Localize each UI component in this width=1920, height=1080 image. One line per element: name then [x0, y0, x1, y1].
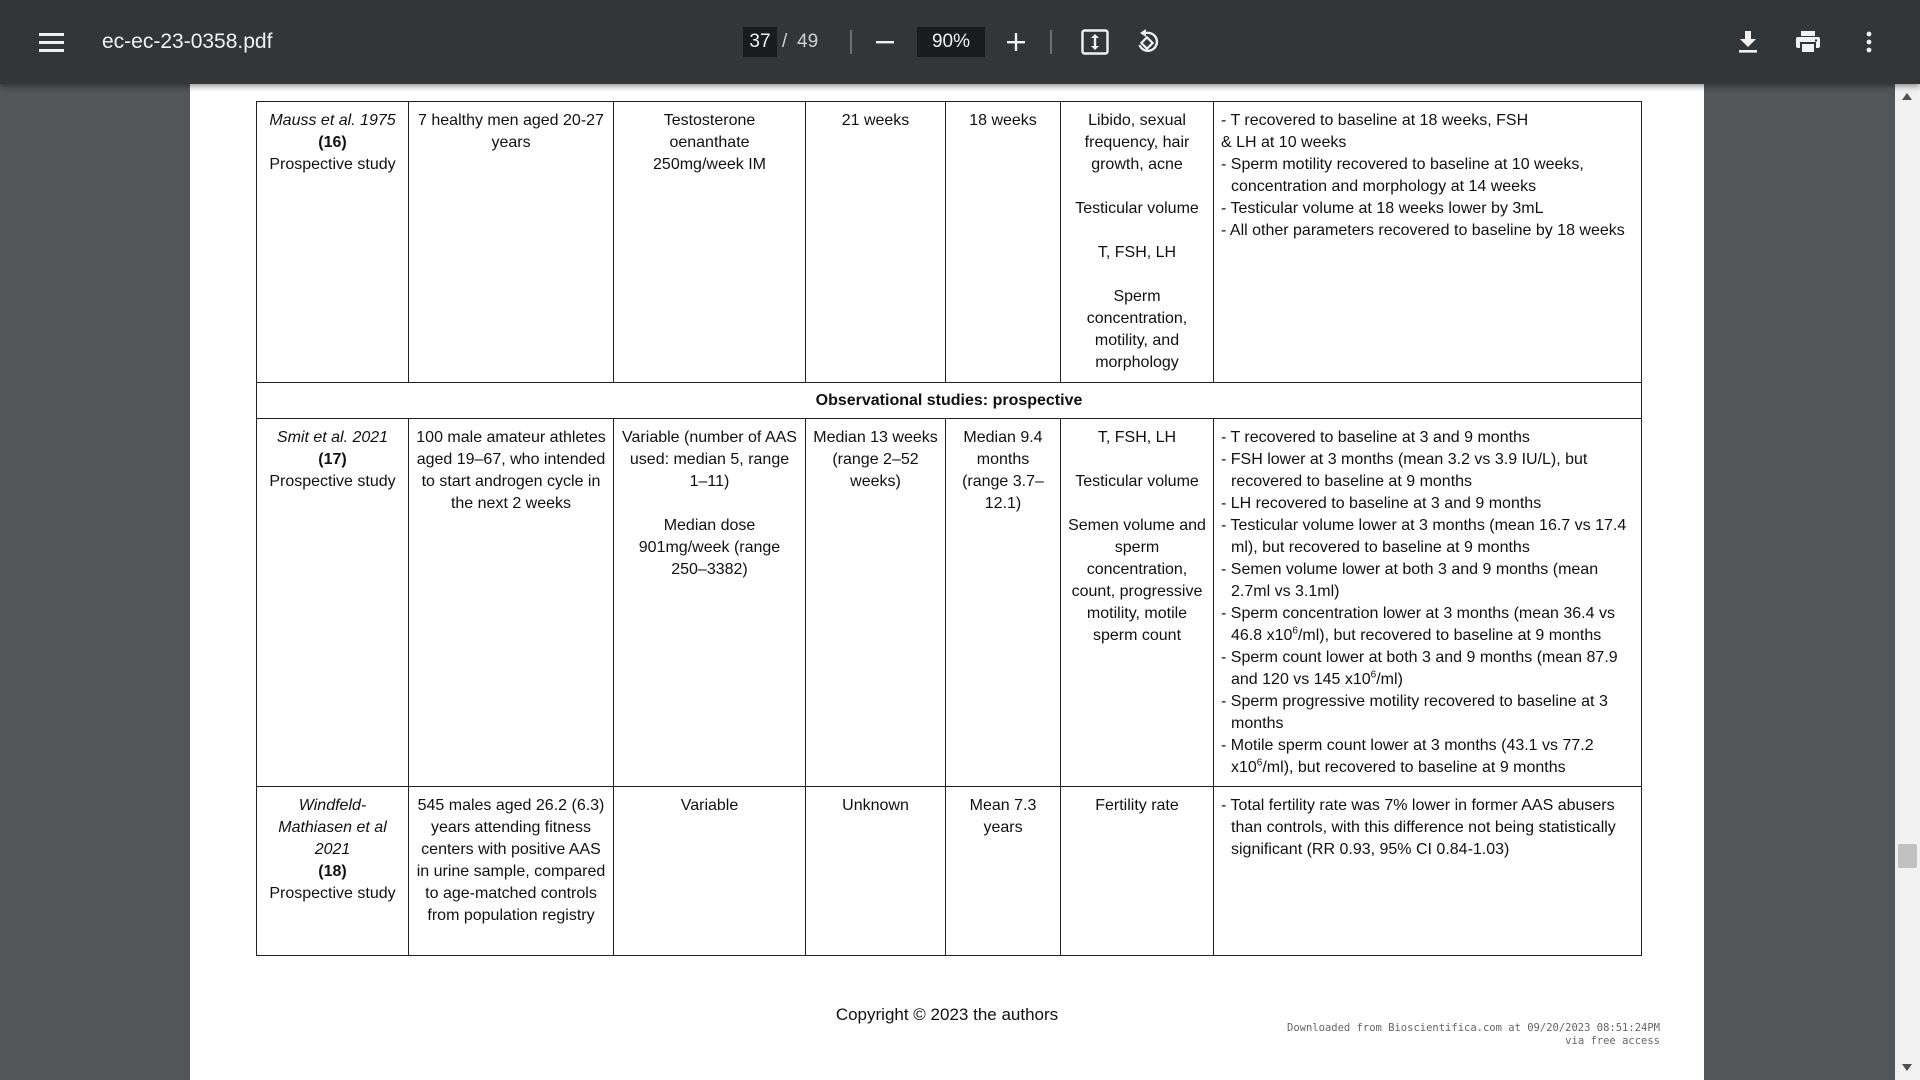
finding-item: - Semen volume lower at both 3 and 9 months (mean 2.7ml vs 3.1ml) — [1221, 561, 1599, 600]
zoom-out-icon — [875, 32, 895, 52]
scroll-thumb[interactable] — [1898, 844, 1917, 868]
findings-cell — [1214, 787, 1642, 956]
print-button[interactable] — [1788, 22, 1828, 62]
more-options-icon — [1866, 31, 1872, 53]
finding-item-continuation: & LH at 10 weeks — [1221, 134, 1347, 151]
outcomes-cell — [1061, 419, 1214, 787]
findings-cell — [1214, 102, 1642, 383]
menu-icon — [39, 33, 64, 52]
finding-item: - FSH lower at 3 months (mean 3.2 vs 3.9 IU/L), but recovered to baseline at 9 months — [1221, 451, 1588, 490]
population-cell: 545 males aged 26.2 (6.3) years attending fitness centers with positive AAS in urine sample, compared to age-matched controls from population registry — [409, 787, 614, 956]
zoom-level[interactable]: 90% — [917, 27, 985, 57]
outcome-block: Semen volume and sperm concentration, count, progressive motility, motile sperm count — [1068, 517, 1206, 644]
outcome-block: Sperm concentration, motility, and morphology — [1086, 288, 1188, 371]
document-title: ec-ec-23-0358.pdf — [102, 30, 273, 53]
scroll-up-arrow-icon[interactable] — [1902, 93, 1912, 100]
rotate-button[interactable] — [1128, 22, 1168, 62]
study-author-line: Mathiasen et al — [278, 819, 387, 836]
duration-cell: Unknown — [806, 787, 946, 956]
study-type: Prospective study — [269, 156, 396, 173]
finding-text: /ml), but recovered to baseline at 9 months — [1262, 759, 1566, 776]
download-stamp-line: via free access — [1565, 1035, 1660, 1047]
toolbar-divider — [1050, 30, 1052, 54]
finding-text: /ml), but recovered to baseline at 9 months — [1297, 627, 1602, 644]
study-cell — [257, 787, 409, 956]
treatment-block: Variable (number of AAS used: median 5, range 1–11) — [622, 429, 797, 490]
total-pages: 49 — [797, 31, 819, 52]
scroll-down-arrow-icon[interactable] — [1902, 1064, 1912, 1071]
study-reference: (18) — [318, 863, 347, 880]
followup-cell: Mean 7.3 years — [946, 787, 1061, 956]
finding-item — [1221, 647, 1635, 691]
finding-text: - Sperm count lower at both 3 and 9 months (mean 87.9 and 120 vs 145 x10 — [1221, 649, 1618, 688]
outcome-block: T, FSH, LH — [1097, 244, 1177, 261]
finding-item — [1221, 735, 1635, 779]
treatment-line: oenanthate — [669, 134, 750, 151]
treatment-block: Median dose 901mg/week (range 250–3382) — [638, 517, 781, 578]
finding-item: - Total fertility rate was 7% lower in former AAS abusers than controls, with this difference not being statistically significant (RR 0.93, 95% CI 0.84-1.03) — [1221, 797, 1616, 858]
studies-table — [256, 101, 1642, 956]
toolbar-divider — [850, 30, 852, 54]
finding-item: - All other parameters recovered to baseline by 18 weeks — [1221, 222, 1625, 239]
section-header-row — [257, 383, 1642, 419]
finding-text: - Motile sperm count lower at 3 months (43.1 vs 77.2 x10 — [1221, 737, 1594, 776]
findings-cell — [1214, 419, 1642, 787]
outcome-block: Libido, sexual frequency, hair growth, acne — [1084, 112, 1190, 173]
finding-item: - LH recovered to baseline at 3 and 9 months — [1221, 495, 1542, 512]
download-stamp-line: Downloaded from Bioscientifica.com at 09/20/2023 08:51:24PM — [1287, 1022, 1660, 1034]
table-row — [257, 419, 1642, 787]
download-icon — [1737, 30, 1759, 54]
superscript: 6 — [1292, 625, 1298, 637]
rotate-icon — [1134, 28, 1162, 56]
study-reference: (16) — [318, 134, 347, 151]
population-cell: 100 male amateur athletes aged 19–67, who intended to start androgen cycle in the next 2 weeks — [409, 419, 614, 787]
finding-item: - Sperm progressive motility recovered to baseline at 3 months — [1221, 693, 1608, 732]
menu-button[interactable] — [30, 22, 72, 62]
study-cell — [257, 419, 409, 787]
treatment-cell: Variable — [614, 787, 806, 956]
finding-item: - Testicular volume at 18 weeks lower by 3mL — [1221, 200, 1544, 217]
study-reference: (17) — [318, 451, 347, 468]
treatment-cell — [614, 419, 806, 787]
download-button[interactable] — [1728, 22, 1768, 62]
outcome-block: Testicular volume — [1075, 200, 1199, 217]
duration-cell: 21 weeks — [806, 102, 946, 383]
treatment-line: 250mg/week IM — [653, 156, 766, 173]
outcomes-cell — [1061, 102, 1214, 383]
fit-page-icon — [1081, 29, 1109, 55]
followup-cell: Median 9.4 months (range 3.7–12.1) — [946, 419, 1061, 787]
pdf-page — [190, 84, 1704, 1080]
zoom-out-button[interactable] — [865, 22, 905, 62]
superscript: 6 — [1256, 757, 1263, 769]
study-author-line: Windfeld- — [298, 797, 367, 814]
superscript: 6 — [1370, 669, 1377, 681]
table-row — [257, 787, 1642, 956]
treatment-line: Testosterone — [663, 112, 756, 129]
fit-page-button[interactable] — [1075, 22, 1115, 62]
download-stamp — [1287, 1022, 1660, 1048]
section-header: Observational studies: prospective — [257, 383, 1642, 419]
zoom-in-button[interactable] — [996, 22, 1036, 62]
study-cell — [257, 102, 409, 383]
study-author: Mauss et al. 1975 — [269, 112, 396, 129]
more-options-button[interactable] — [1849, 22, 1889, 62]
finding-text: - Sperm concentration lower at 3 months (mean 36.4 vs 46.8 x10 — [1221, 605, 1615, 644]
page-number-input[interactable] — [743, 27, 777, 57]
zoom-in-icon — [1006, 32, 1026, 52]
outcome-block: T, FSH, LH — [1097, 429, 1177, 446]
finding-item — [1221, 603, 1635, 647]
outcomes-cell: Fertility rate — [1061, 787, 1214, 956]
finding-item: - Sperm motility recovered to baseline at 10 weeks, concentration and morphology at 14 weeks — [1221, 156, 1584, 195]
table-row — [257, 102, 1642, 383]
finding-item: - Testicular volume lower at 3 months (mean 16.7 vs 17.4 ml), but recovered to baseline at 9 months — [1221, 517, 1627, 556]
followup-cell: 18 weeks — [946, 102, 1061, 383]
page-separator: / — [782, 31, 788, 52]
study-type: Prospective study — [269, 473, 396, 490]
outcome-block: Testicular volume — [1075, 473, 1199, 490]
vertical-scrollbar[interactable] — [1895, 84, 1920, 1080]
study-type: Prospective study — [269, 885, 396, 902]
finding-item: - T recovered to baseline at 18 weeks, FSH — [1221, 112, 1529, 129]
pdf-toolbar — [0, 0, 1920, 84]
print-icon — [1795, 30, 1821, 54]
duration-cell: Median 13 weeks (range 2–52 weeks) — [806, 419, 946, 787]
copyright-notice: Copyright © 2023 the authors — [835, 1005, 1059, 1024]
population-cell: 7 healthy men aged 20-27 years — [409, 102, 614, 383]
treatment-cell — [614, 102, 806, 383]
study-author: Smit et al. 2021 — [276, 429, 389, 446]
study-author-line: 2021 — [314, 841, 351, 858]
finding-item: - T recovered to baseline at 3 and 9 months — [1221, 429, 1530, 446]
finding-text: /ml) — [1376, 671, 1403, 688]
